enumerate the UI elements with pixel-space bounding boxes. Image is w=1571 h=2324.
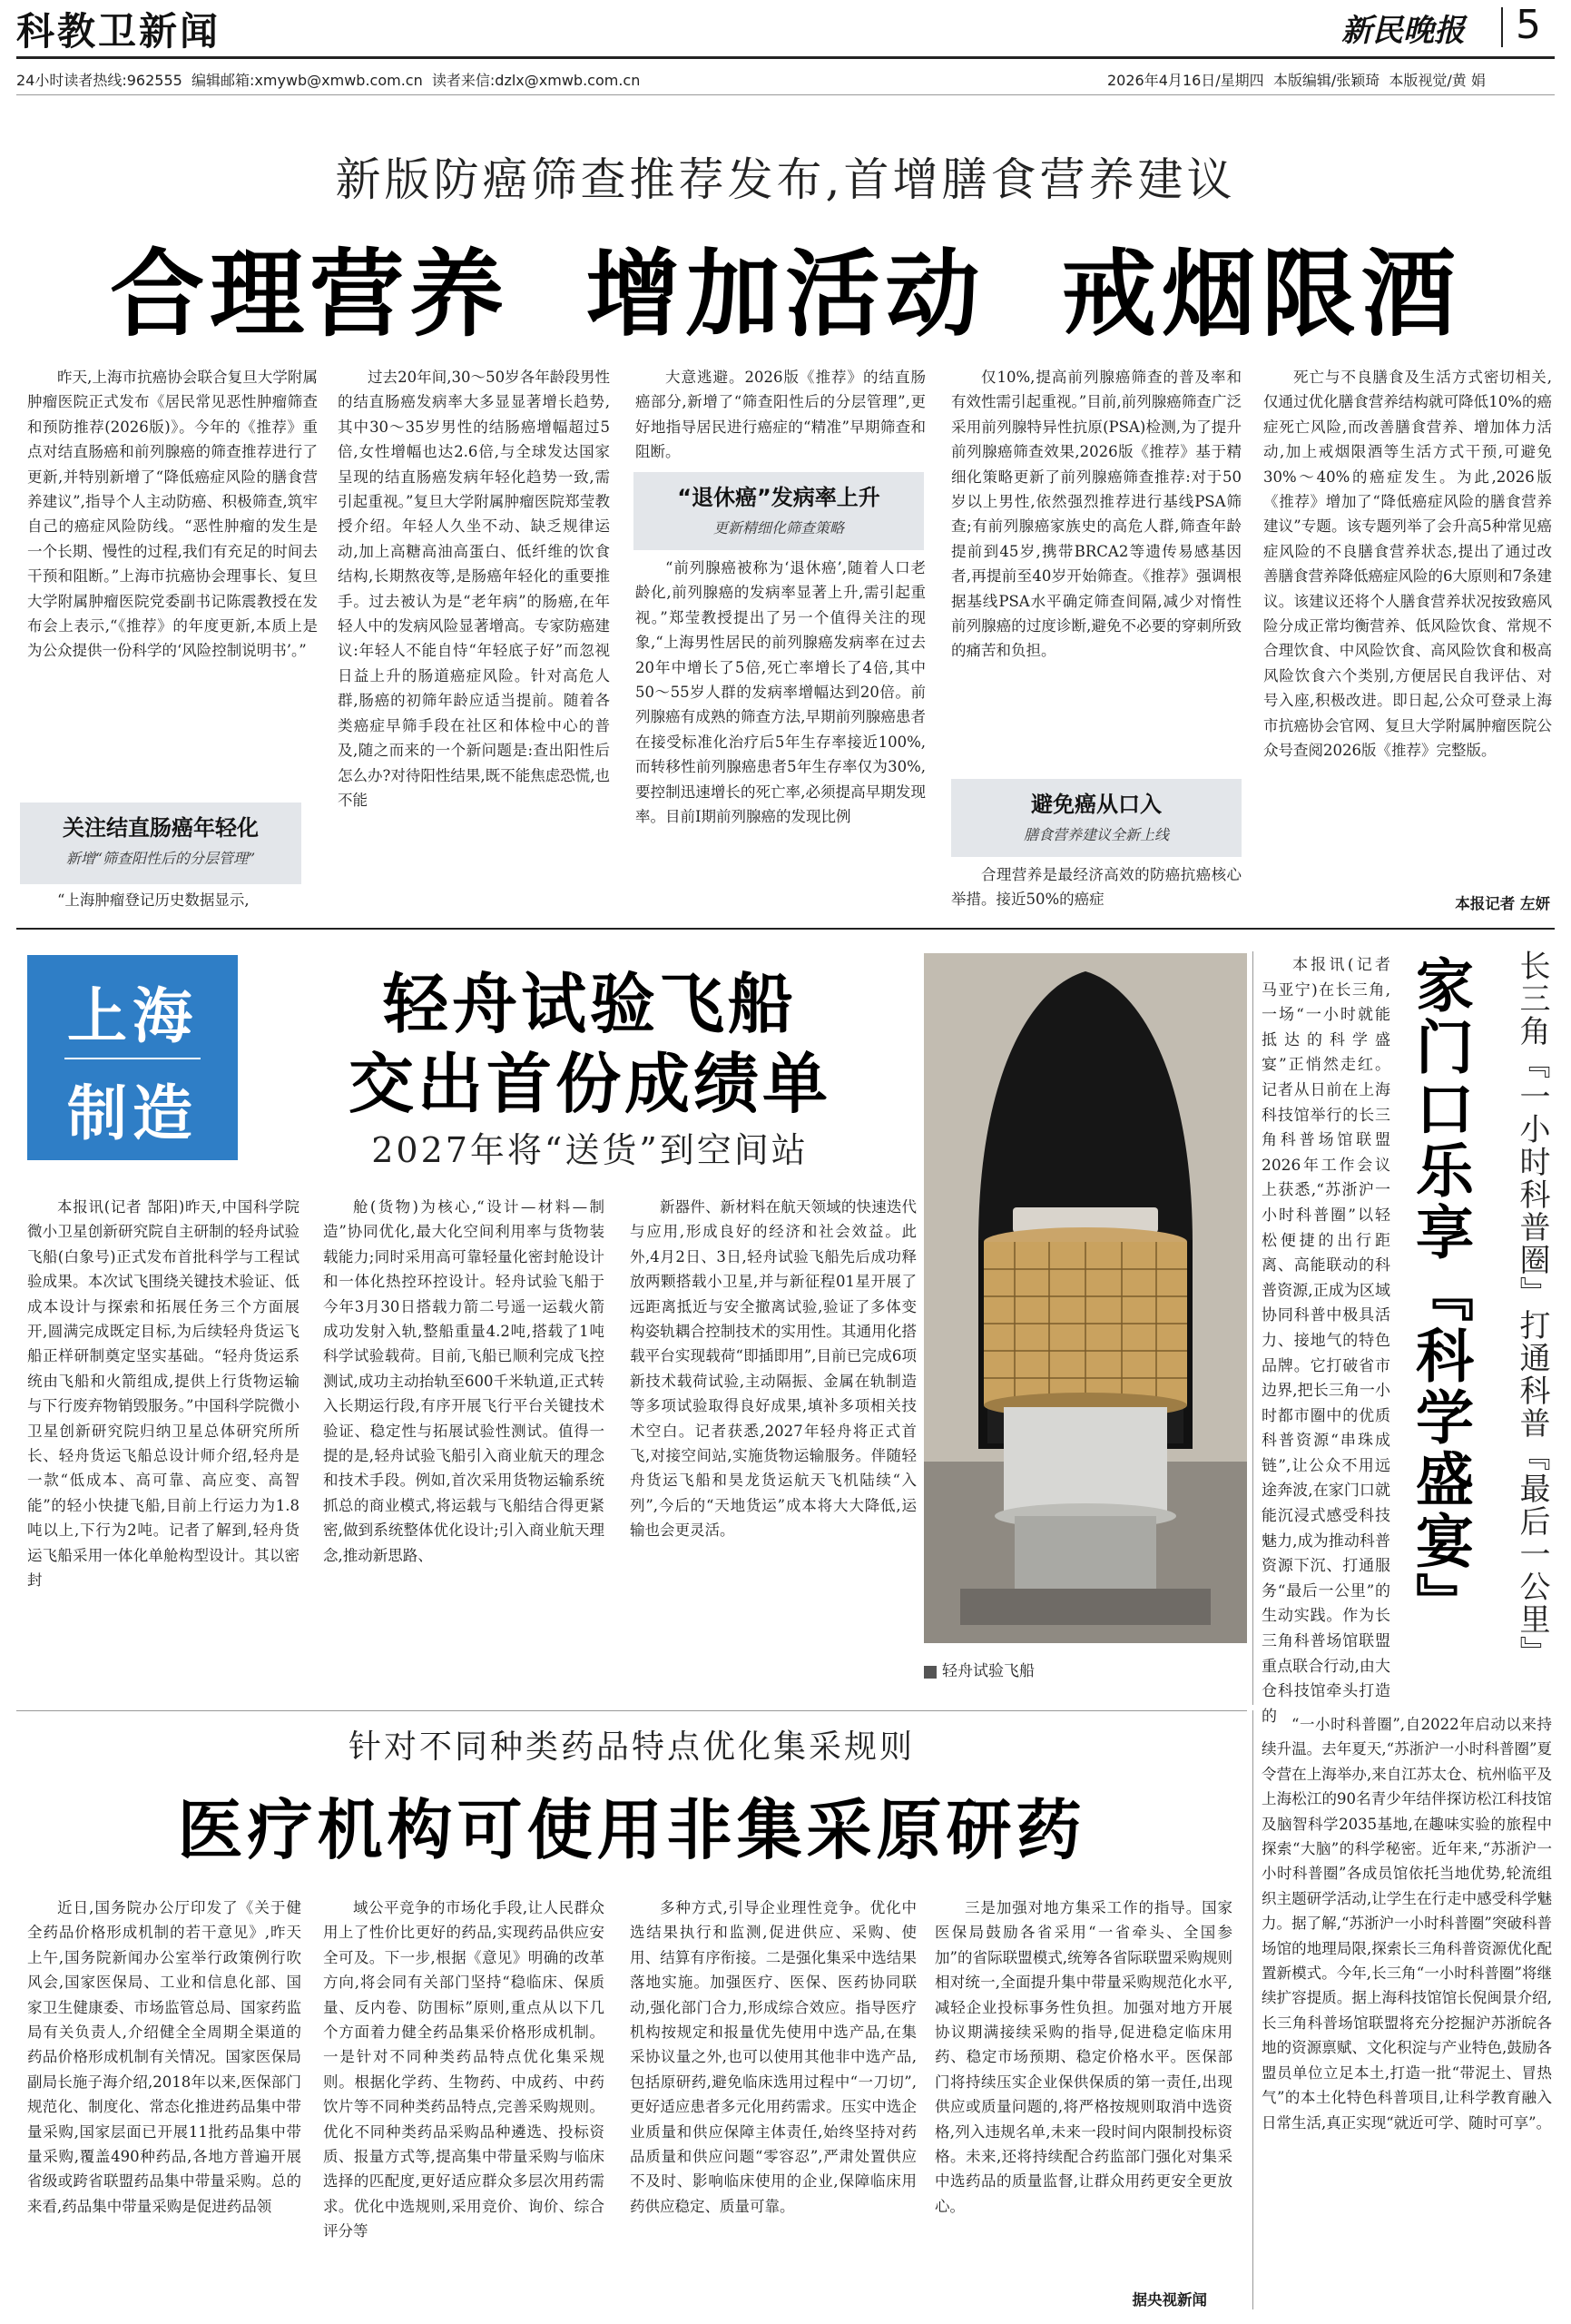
story1-subhead-2-title: “退休癌”发病率上升 bbox=[677, 485, 880, 510]
story1-column-4 bbox=[951, 365, 1242, 775]
story1-col3-text: “前列腺癌被称为‘退休癌’,随着人口老龄化,前列腺癌的发病率显著上升,需引起重视。”郑莹教授提出了另一个值得关注的现象,“上海男性居民的前列腺癌发病率在过去20年中增长了5倍,死亡率增长了4倍,其中50～55岁人群的发病率增幅达到20倍。前列腺癌有成熟的筛查方法,早期前列腺癌患者在接受标准化治疗后5年生存率接近100%,而转移性前列腺癌患者5年生存率仅为30%,要控制迅速增长的死亡率,必须提高早期发现率。目前I期前列腺癌的发现比例 bbox=[635, 559, 926, 826]
story4-column-2 bbox=[323, 1896, 604, 2313]
story4-column-1 bbox=[27, 1896, 301, 2313]
badge-line-1: 上海 bbox=[67, 980, 198, 1051]
shanghai-made-badge bbox=[27, 955, 238, 1160]
story4-col1-text: 近日,国务院办公厅印发了《关于健全药品价格形成机制的若干意见》,昨天上午,国务院新闻办公室举行政策例行吹风会,国家医保局、工业和信息化部、国家卫生健康委、市场监管总局、国家药监局有关负责人,介绍健全全周期全渠道的药品价格形成机制有关情况。国家医保局副局长施子海介绍,2018年以来,医保部门规范化、制度化、常态化推进药品集中带量采购,国家层面已开展11批药品集中带量采购,覆盖490种药品,各地方普遍开展省级或跨省联盟药品集中带量采购。总的来看,药品集中带量采购是促进药品领 bbox=[27, 1899, 301, 2215]
masthead-thin-rule bbox=[16, 94, 1555, 95]
story1-col5-text: 死亡与不良膳食及生活方式密切相关,仅通过优化膳食营养结构就可降低10%的癌症死亡风险,而改善膳食营养、增加体力活动,加上戒烟限酒等生活方式干预,可避免30%～40%的癌症发生。为此,2026版《推荐》增加了“降低癌症风险的膳食营养建议”专题。该专题列举了会升高5种常见癌症风险的不良膳食营养状态,提出了通过改善膳食营养降低癌症风险的6大原则和7条建议。该建议还将个人膳食营养状况按致癌风险分成正常均衡营养、低风险饮食、常规不合理饮食、中风险饮食、高风险饮食和极高风险饮食六个类别,方便居民自我评估、对号入座,积极改进。即日起,公众可登录上海市抗癌协会官网、复旦大学附属肿瘤医院公众号查阅2026版《推荐》完整版。 bbox=[1263, 369, 1552, 760]
story1-col4-tail-text: 合理营养是最经济高效的防癌抗癌核心举措。接近50%的癌症 bbox=[951, 866, 1242, 909]
story3-narrow-column bbox=[1262, 953, 1390, 1726]
story1-column-5 bbox=[1263, 365, 1552, 890]
photo-caption bbox=[924, 1658, 1035, 1680]
story2-column-2 bbox=[323, 1195, 604, 1703]
story2-col1-text: 本报讯(记者 郜阳)昨天,中国科学院微小卫星创新研究院自主研制的轻舟试验飞船(白象号)正式发布首批科学与工程试验成果。本次试飞围绕关键技术验证、低成本设计与探索和拓展任务三个方面展开,圆满完成既定目标,为后续轻舟货运飞船正样研制奠定坚实基础。“轻舟货运系统由飞船和火箭组成,提供上行货物运输与下行废弃物销毁服务。”中国科学院微小卫星创新研究院归纳卫星总体研究所所长、轻舟货运飞船总设计师介绍,轻舟是一款“低成本、高可靠、高应变、高智能”的轻小快捷飞船,目前上行运力为1.8吨以上,下行为2吨。记者了解到,轻舟货运飞船采用一体化单舱构型设计。其以密封 bbox=[27, 1198, 299, 1590]
story4-column-3 bbox=[630, 1896, 917, 2313]
spacecraft-illustration bbox=[924, 953, 1247, 1643]
story1-col3-top-text: 大意逃避。2026版《推荐》的结直肠癌部分,新增了“筛查阳性后的分层管理”,更好地指导居民进行癌症的“精准”早期筛查和阻断。 bbox=[635, 369, 926, 461]
caption-text: 轻舟试验飞船 bbox=[942, 1662, 1035, 1680]
story3-kicker: 长三角『一小时科普圈』打通科普『最后一公里』 bbox=[1514, 950, 1550, 1669]
story2-col2-text: 舱(货物)为核心,“设计—材料—制造”协同优化,最大化空间利用率与货物装载能力;同时采用高可靠轻量化密封舱设计和一体化热控环控设计。轻舟试验飞船于今年3月30日搭载力箭二号遥一运载火箭成功发射入轨,整船重量4.2吨,搭载了1吨科学试验载荷。目前,飞船已顺利完成飞控测试,成功主动抬轨至600千米轨道,正式转入长期运行段,有序开展飞行平台关键技术验证、稳定性与拓展试验性测试。值得一提的是,轻舟试验飞船引入商业航天的理念和技术手段。例如,首次采用货物运输系统抓总的商业模式,将运载与飞船结合得更紧密,做到系统整体优化设计;引入商业航天理念,推动新思路、 bbox=[323, 1198, 604, 1564]
story1-bottom-rule bbox=[16, 928, 1555, 930]
story4-byline: 据央视新闻 bbox=[1132, 2291, 1207, 2309]
story1-subhead-3 bbox=[951, 779, 1242, 857]
story2-headline-line2: 交出首份成绩单 bbox=[348, 1046, 831, 1122]
story1-subhead-1 bbox=[20, 803, 301, 884]
story1-col4-text: 仅10%,提高前列腺癌筛查的普及率和有效性需引起重视。”目前,前列腺癌筛查广泛采用前列腺特异性抗原(PSA)检测,为了提升前列腺癌筛查效果,2026版《推荐》基于精细化策略更新了前列腺癌筛查推荐:对于50岁以上男性,依然强烈推荐进行基线PSA筛查;有前列腺癌家族史的高危人群,筛查年龄提前到45岁,携带BRCA2等遗传易感基因者,再提前至40岁开始筛查。《推荐》强调根据基线PSA水平确定筛查间隔,减少对惰性前列腺癌的过度诊断,避免不必要的穿刺所致的痛苦和负担。 bbox=[951, 369, 1242, 660]
story4-top-rule bbox=[16, 1710, 1247, 1711]
masthead-rule bbox=[16, 56, 1555, 59]
story4-col4-text: 三是加强对地方集采工作的指导。国家医保局鼓励各省采用“一省牵头、全国参加”的省际联盟模式,统筹各省际联盟采购规则相对统一,全面提升集中带量采购规范化水平,减轻企业投标事务性负担。加强对地方开展协议期满接续采购的指导,促进稳定临床用药、稳定市场预期、稳定价格水平。医保部门将持续压实企业保供保质的第一责任,出现供应或质量问题的,将严格按规则取消中选资格,列入违规名单,未来一段时间内限制投标资格。未来,还将持续配合药监部门强化对集采中选药品的质量监督,让群众用药更安全更放心。 bbox=[935, 1899, 1232, 2215]
story2-column-3 bbox=[630, 1195, 917, 1703]
story1-subhead-3-title: 避免癌从口入 bbox=[1031, 792, 1162, 817]
story2-subhead: 2027年将“送货”到空间站 bbox=[371, 1130, 809, 1170]
sidebar-left-rule bbox=[1252, 951, 1253, 1705]
reader-hotline: 24小时读者热线:962555 编辑邮箱:xmywb@xmwb.com.cn 读者来信:dzlx@xmwb.com.cn bbox=[16, 72, 641, 89]
story4-headline: 医疗机构可使用非集采原研药 bbox=[177, 1791, 1086, 1868]
story1-headline: 合理营养 增加活动 戒烟限酒 bbox=[110, 239, 1461, 350]
story2-headline-line1: 轻舟试验飞船 bbox=[382, 966, 797, 1042]
story4-column-4 bbox=[935, 1896, 1232, 2284]
story2-column-1 bbox=[27, 1195, 299, 1703]
story3-wide-column bbox=[1262, 1712, 1552, 2311]
badge-line-2: 制造 bbox=[67, 1078, 198, 1148]
story3-headline: 家门口乐享『科学盛宴』 bbox=[1406, 955, 1473, 1634]
page-number: 5 bbox=[1516, 2, 1541, 48]
story1-col1-text: 昨天,上海市抗癌协会联合复旦大学附属肿瘤医院正式发布《居民常见恶性肿瘤筛查和预防推荐(2026版)》。今年的《推荐》重点对结直肠癌和前列腺癌的筛查推荐进行了更新,并特别新增了“降低癌症风险的膳食营养建议”,指导个人主动防癌、积极筛查,筑牢自己的癌症风险防线。“恶性肿瘤的发生是一个长期、慢性的过程,我们有充足的时间去干预和阻断。”上海市抗癌协会理事长、复旦大学附属肿瘤医院党委副书记陈震教授在发布会上表示,“《推荐》的年度更新,本质上是为公众提供一份科学的‘风险控制说明书’。” bbox=[27, 369, 318, 660]
story4-col3-text: 多种方式,引导企业理性竞争。优化中选结果执行和监测,促进供应、采购、使用、结算有序衔接。二是强化集采中选结果落地实施。加强医疗、医保、医药协同联动,强化部门合力,形成综合效应。指导医疗机构按规定和报量优先使用中选产品,在集采协议量之外,也可以使用其他非中选产品,包括原研药,避免临床选用过程中“一刀切”,更好适应患者多元化用药需求。压实中选企业质量和供应保障主体责任,始终坚持对药品质量和供应问题“零容忍”,严肃处置供应不及时、影响临床使用的企业,保障临床用药供应稳定、质量可靠。 bbox=[630, 1899, 917, 2215]
story1-col1-tail-text: “上海肿瘤登记历史数据显示, bbox=[57, 891, 250, 909]
story4-col2-text: 域公平竞争的市场化手段,让人民群众用上了性价比更好的药品,实现药品供应安全可及。下一步,根据《意见》明确的改革方向,将会同有关部门坚持“稳临床、保质量、反内卷、防围标”原则,重点从以下几个方面着力健全药品集采价格形成机制。一是针对不同种类药品特点优化集采规则。根据化学药、生物药、中成药、中药饮片等不同种类药品特点,完善采购规则。优化不同种类药品采购品种遴选、投标资质、报量方式等,提高集中带量采购与临床选择的匹配度,更好适应群众多层次用药需求。优化中选规则,采用竞价、询价、综合评分等 bbox=[323, 1899, 604, 2240]
story1-column-1 bbox=[27, 365, 318, 796]
sidebar-lower-rule bbox=[1252, 1710, 1253, 2309]
masthead-divider bbox=[1501, 7, 1503, 47]
story1-subhead-1-title: 关注结直肠癌年轻化 bbox=[63, 815, 259, 841]
story1-col2-text: 过去20年间,30～50岁各年龄段男性的结直肠癌发病率大多显显著增长趋势,其中30～35岁男性的结肠癌增幅超过5倍,女性增幅也达2.6倍,与全球发达国家呈现的结直肠癌发病年轻化趋势一致,需引起重视。”复旦大学附属肿瘤医院郑莹教授介绍。年轻人久坐不动、缺乏规律运动,加上高糖高油高蛋白、低纤维的饮食结构,长期熬夜等,是肠癌年轻化的重要推手。过去被认为是“老年病”的肠癌,在年轻人中的发病风险显著增高。专家防癌建议:年轻人不能自恃“年轻底子好”而忽视日益上升的肠道癌症风险。针对高危人群,肠癌的初筛年龄应适当提前。随着各类癌症早筛手段在社区和体检中心的普及,随之而来的一个新问题是:查出阳性后怎么办?对待阳性结果,既不能焦虑恐慌,也不能 bbox=[338, 369, 610, 809]
story1-column-4-tail bbox=[951, 862, 1242, 917]
story3-narrow-text: 本报讯(记者 马亚宁)在长三角,一场“一小时就能抵达的科学盛宴”正悄然走红。记者从日前在上海科技馆举行的长三角科普场馆联盟2026年工作会议上获悉,“苏浙沪一小时科普圈”以轻松便捷的出行距离、高能联动的科普资源,正成为区域协同科普中极具活力、接地气的特色品牌。它打破省市边界,把长三角一小时都市圈中的优质科普资源“串珠成链”,让公众不用远途奔波,在家门口就能沉浸式感受科技魅力,成为推动科普资源下沉、打通服务“最后一公里”的生动实践。作为长三角科普场馆联盟重点联合行动,由大仓科技馆牵头打造的 bbox=[1262, 956, 1390, 1726]
story1-subhead-1-subtitle: 新增“筛查阳性后的分层管理” bbox=[65, 850, 256, 867]
story1-subhead-3-subtitle: 膳食营养建议全新上线 bbox=[1023, 826, 1169, 843]
newspaper-logo: 新民晚报 bbox=[1341, 13, 1465, 49]
story2-col3-text: 新器件、新材料在航天领域的快速迭代与应用,形成良好的经济和社会效益。此外,4月2日、3日,轻舟试验飞船先后成功释放两颗搭载小卫星,并与新征程01星开展了远距离抵近与安全撤离试验,验证了多体变构姿轨耦合控制技术的实用性。其通用化搭载平台实现载荷“即插即用”,目前已完成6项新技术载荷试验,主动隔振、金属在轨制造等多项试验取得良好成果,填补多项相关技术空白。记者获悉,2027年轻舟将正式首飞,对接空间站,实施货物运输服务。伴随轻舟货运飞船和昊龙货运航天飞机陆续“入列”,今后的“天地货运”成本将大大降低,运输也会更灵活。 bbox=[630, 1198, 917, 1540]
story3-wide-text: “一小时科普圈”,自2022年启动以来持续升温。去年夏天,“苏浙沪一小时科普圈”夏令营在上海举办,来自江苏太仓、杭州临平及上海松江的90名青少年结伴探访松江科技馆及脑智科学2035基地,在趣味实验的旅程中探索“大脑”的科学秘密。近年来,“苏浙沪一小时科普圈”各成员馆依托当地优势,轮流组织主题研学活动,让学生在行走中感受科学魅力。据了解,“苏浙沪一小时科普圈”突破科普场馆的地理局限,探索长三角科普资源优化配置新模式。今年,长三角“一小时科普圈”将继续扩容提质。据上海科技馆馆长倪闽景介绍,长三角科普场馆联盟将充分挖掘沪苏浙皖各地的资源禀赋、文化积淀与产业特色,鼓励各盟员单位立足本土,打造一批“带泥土、冒热气”的本土化特色科普项目,让科学教育融入日常生活,真正实现“就近可学、随时可享”。 bbox=[1262, 1716, 1552, 2132]
story1-column-3 bbox=[635, 556, 926, 919]
badge-divider bbox=[64, 1058, 201, 1059]
section-title: 科教卫新闻 bbox=[16, 9, 221, 54]
story1-subhead-2 bbox=[633, 472, 924, 550]
story1-column-2 bbox=[338, 365, 610, 919]
story1-subhead-2-subtitle: 更新精细化筛查策略 bbox=[712, 519, 844, 537]
story1-column-1-tail bbox=[27, 888, 318, 915]
date-line: 2026年4月16日/星期四 本版编辑/张颖琦 本版视觉/黄 娟 bbox=[1107, 72, 1486, 89]
story1-column-3-top bbox=[635, 365, 926, 465]
caption-marker bbox=[924, 1666, 937, 1679]
story1-kicker: 新版防癌筛查推荐发布,首增膳食营养建议 bbox=[335, 153, 1236, 206]
story4-kicker: 针对不同种类药品特点优化集采规则 bbox=[348, 1728, 915, 1766]
spacecraft-photo bbox=[924, 953, 1247, 1643]
story1-byline: 本报记者 左妍 bbox=[1455, 895, 1550, 912]
